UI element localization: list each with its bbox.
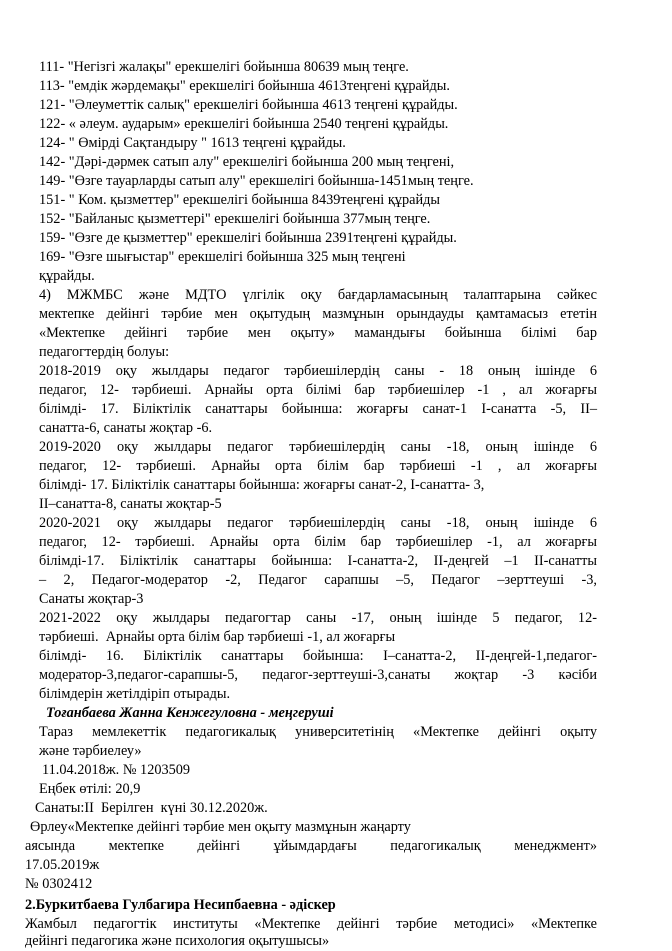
person2-speciality: дейінгі педагогика және психология оқытушысы» [25,933,330,949]
person1-course-cont: аясында мектепке дейінгі ұйымдардағы педагогикалық менеджмент» [25,838,597,854]
year-2018-line-1: 2018-2019 оқу жылдары педагог тәрбиешілердің саны - 18 оның ішінде 6 [39,363,597,379]
person2-institute: Жамбыл педагогтік институты «Мектепке дейінгі тәрбие методисі» «Мектепке [25,916,597,932]
budget-line-113: 113- "емдік жәрдемақы" ерекшелігі бойынша 4613теңгені құрайды. [39,78,450,94]
year-2018-line-4: санатта-6, санаты жоқтар -6. [39,420,213,436]
budget-line-152: 152- "Байланыс қызметтері" ерекшелігі бойынша 377мың теңге. [39,211,431,227]
year-2020-line-2: педагог, 12- тәрбиеші. Арнайы орта білім бар тәрбиешілер -1, ал жоғарғы [39,534,597,550]
year-2021-line-2: тәрбиеші. Арнайы орта білім бар тәрбиеші -1, ал жоғарғы [39,629,396,645]
year-2019-line-2: педагог, 12- тәрбиеші. Арнайы орта білім бар тәрбиеші -1 , ал жоғарғы [39,458,597,474]
person1-course-date: 17.05.2019ж [25,857,100,873]
year-2018-line-3: білімді- 17. Біліктілік санаттары бойынша: жоғарғы санат-1 І-санатта -5, ІІ– [39,401,597,417]
year-2021-line-3: білімді- 16. Біліктілік санаттары бойынша: І–санатта-2, ІІ-деңгей-1,педагог- [39,648,597,664]
year-2019-line-1: 2019-2020 оқу жылдары педагог тәрбиешілердің саны -18, оның ішінде 6 [39,439,597,455]
section4-line-1: 4) МЖМБС және МДТО үлгілік оқу бағдарламасының талаптарына сәйкес [39,287,597,303]
year-2020-line-3: білімді-17. Біліктілік санаттары бойынша: І-санатта-2, ІІ-деңгей –1 ІІ-санатты [39,553,597,569]
year-2020-line-1: 2020-2021 оқу жылдары педагог тәрбиешілердің саны -18, оның ішінде 6 [39,515,597,531]
budget-line-151: 151- " Ком. қызметтер" ерекшелігі бойынша 8439теңгені құрайды [39,192,440,208]
budget-line-149: 149- "Өзге тауарларды сатып алу" ерекшелігі бойынша-1451мың теңге. [39,173,474,189]
budget-line-111: 111- "Негізгі жалақы" ерекшелігі бойынша 80639 мың теңге. [39,59,409,75]
section4-line-4: педагогтердің болуы: [39,344,170,360]
person1-category: Санаты:ІІ Берілген күні 30.12.2020ж. [35,800,268,816]
person1-certificate: № 0302412 [25,876,93,892]
year-2021-line-4: модератор-3,педагог-сарапшы-5, педагог-зерттеуші-3,санаты жоқтар -3 кәсіби [39,667,597,683]
person1-course: Өрлеу«Мектепке дейінгі тәрбие мен оқыту мазмұнын жаңарту [30,819,411,835]
budget-line-142: 142- "Дәрі-дәрмек сатып алу" ерекшелігі бойынша 200 мың теңгені, [39,154,455,170]
person1-speciality: және тәрбиелеу» [39,743,142,759]
budget-line-159: 159- "Өзге де қызметтер" ерекшелігі бойынша 2391теңгені құрайды. [39,230,457,246]
year-2020-line-4: – 2, Педагог-модератор -2, Педагог сарапшы –5, Педагог –зерттеуші -3, [39,572,597,588]
budget-line-121: 121- "Әлеуметтік салық" ерекшелігі бойынша 4613 теңгені құрайды. [39,97,458,113]
year-2018-line-2: педагог, 12- тәрбиеші. Арнайы орта білімі бар тәрбиешілер -1 , ал жоғарғы [39,382,597,398]
year-2021-line-5: білімдерін жетілдіріп отырады. [39,686,231,702]
year-2019-line-4: ІІ–санатта-8, санаты жоқтар-5 [39,496,222,512]
person1-university: Тараз мемлекеттік педагогикалық университетінің «Мектепке дейінгі оқыту [39,724,597,740]
year-2019-line-3: білімді- 17. Біліктілік санаттары бойынша: жоғарғы санат-2, І-санатта- 3, [39,477,485,493]
person2-name: 2.Буркитбаева Гулбагира Несипбаевна - әдіскер [25,897,336,913]
budget-line-122: 122- « әлеум. аударым» ерекшелігі бойынша 2540 теңгені құрайды. [39,116,449,132]
person1-experience: Еңбек өтілі: 20,9 [39,781,141,797]
budget-line-169: 169- "Өзге шығыстар" ерекшелігі бойынша 325 мың теңгені [39,249,406,265]
year-2020-line-5: Санаты жоқтар-3 [39,591,144,607]
section4-line-3: «Мектепке дейінгі тәрбие мен оқыту» мамандығы бойынша білімі бар [39,325,597,341]
budget-line-169-cont: құрайды. [39,268,95,284]
section4-line-2: мектепке дейінгі тәрбие мен оқытудың мазмұнын орындауды қамтамасыз ететін [39,306,597,322]
year-2021-line-1: 2021-2022 оқу жылдары педагогтар саны -17, оның ішінде 5 педагог, 12- [39,610,597,626]
person1-name: Тоғанбаева Жанна Кенжегуловна - меңгеруші [46,705,334,721]
person1-diploma: 11.04.2018ж. № 1203509 [42,762,191,778]
budget-line-124: 124- " Өмірді Сақтандыру " 1613 теңгені құрайды. [39,135,346,151]
